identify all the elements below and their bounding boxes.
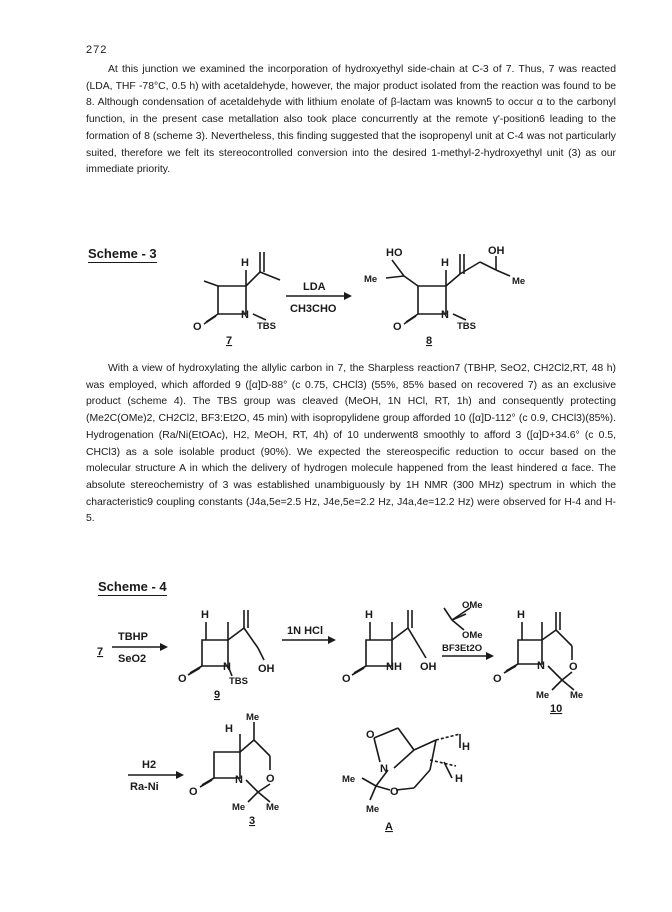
c3-n: N — [235, 774, 243, 786]
scheme4-arrow-1 — [112, 631, 168, 665]
a-h2: H — [455, 773, 463, 785]
c3-me2: Me — [266, 802, 280, 813]
scheme4-arrow-2 — [282, 625, 336, 644]
c10-me1: Me — [536, 690, 550, 701]
scheme4-arrow-4 — [128, 759, 184, 793]
arrow1-seo2: SeO2 — [118, 653, 147, 665]
reagent-ome-bottom: OMe — [462, 630, 483, 641]
c8-h: H — [441, 257, 449, 269]
c7-h: H — [241, 257, 249, 269]
c9-h: H — [201, 609, 209, 621]
int-o: O — [342, 673, 351, 685]
a-me2: Me — [366, 804, 380, 815]
c7-number: 7 — [226, 335, 233, 347]
c9-o: O — [178, 673, 187, 685]
compound-intermediate — [342, 609, 437, 685]
c7-n: N — [241, 309, 249, 321]
page-number: 272 — [86, 44, 108, 56]
arrow4-ra-ni: Ra-Ni — [130, 781, 159, 793]
reagent-ome-top: OMe — [462, 600, 483, 611]
scheme3-reagent-lda: LDA — [303, 281, 326, 293]
a-h1: H — [462, 741, 470, 753]
a-n: N — [380, 763, 388, 775]
arrow2-hcl: 1N HCl — [287, 625, 324, 637]
c10-number: 10 — [550, 703, 563, 715]
compound-7 — [193, 252, 280, 347]
scheme3-arrow — [286, 281, 352, 315]
c3-o-carbonyl: O — [189, 786, 198, 798]
c3-number: 3 — [249, 815, 256, 827]
structure-a — [342, 728, 470, 833]
c9-number: 9 — [214, 689, 221, 701]
c10-o-ring: O — [569, 661, 578, 673]
c8-o: O — [393, 321, 402, 333]
compound-10 — [493, 609, 583, 715]
c8-number: 8 — [426, 335, 433, 347]
c3-o-ring: O — [266, 773, 275, 785]
c9-tbs: TBS — [229, 676, 248, 687]
arrow3-bf3: BF3Et2O — [442, 643, 483, 654]
int-oh: OH — [420, 661, 437, 673]
c10-h: H — [517, 609, 525, 621]
c10-o-carbonyl: O — [493, 673, 502, 685]
c3-h: H — [225, 723, 233, 735]
c7-o: O — [193, 321, 202, 333]
c10-me2: Me — [570, 690, 584, 701]
c8-ho: HO — [386, 247, 403, 259]
c8-tbs: TBS — [457, 321, 476, 332]
c8-n: N — [441, 309, 449, 321]
c9-n: N — [223, 661, 231, 673]
c8-me-right: Me — [512, 276, 526, 287]
c8-oh: OH — [488, 245, 505, 257]
c10-n: N — [537, 660, 545, 672]
scheme4-arrow-3 — [442, 600, 494, 660]
scheme4-start-7: 7 — [97, 646, 104, 658]
compound-8 — [364, 245, 525, 347]
compound-3 — [189, 712, 279, 827]
a-label: A — [385, 821, 393, 833]
arrow4-h2: H2 — [142, 759, 157, 771]
scheme-4-title: Scheme - 4 — [98, 579, 167, 594]
compound-9 — [178, 609, 275, 701]
paragraph-2: With a view of hydroxylating the allylic carbon in 7, the Sharpless reaction7 (TBHP, SeO2, CH2Cl2,RT, 48 h) was employed, which afforded 9 ([α]D-88° (c 0.75, CHCl3) (55%, 85% based on recovered 7) as an exclusive product (scheme 4). The TBS group was cleaved (MeOH, 1N HCl, RT, 1h) and consequently protecting (Me2C(OMe)2, CH2Cl2, BF3:Et2O, 45 min) with isopropylidene group afforded 10 ([α]D-112° (c 0.9, CHCl3)(85%). Hydrogenation (Ra/Ni(EtOAc), H2, MeOH, RT, 4h) of 10 underwent8 smoothly to afford 3 ([α]D+34.6° (c 0.5, CHCl3) as a sole isolable product (90%). We expected the stereospecific reduction to occur based on the molecular structure A in which the delivery of hydrogen molecule happened from the least hindered α face. The absolute stereochemistry of 3 was established unambiguously by 1H NMR (300 MHz) spectrum in which the characteristic9 coupling constants (J4a,5e=2.5 Hz, J4e,5e=2.2 Hz, J4a,4e=12.2 Hz) were observed for H-4 and H-5. — [86, 363, 616, 525]
arrow1-tbhp: TBHP — [118, 631, 148, 643]
paragraph-1: At this junction we examined the incorporation of hydroxyethyl side-chain at C-3 of 7. Thus, 7 was reacted (LDA, THF -78°C, 0.5 h) with acetaldehyde, however, the major product isolated from the reaction was found to be 8. Although condensation of acetaldehyde with lithium enolate of β-lactam was known5 to occur α to the carbonyl function, in the present case metallation also took place concurrently at the remote γ'-position6 leading to the formation of 8 (scheme 3). Nevertheless, this finding suggested that the isopropenyl unit at C-4 was not particularly suited, therefore we felt its stereocontrolled conversion into the desired 1-methyl-2-hydroxyethyl unit (3) as our immediate priority. — [86, 64, 616, 176]
a-o-ring: O — [390, 786, 399, 798]
scheme-3-title: Scheme - 3 — [88, 246, 157, 261]
c7-tbs: TBS — [257, 321, 276, 332]
c3-me-top: Me — [246, 712, 260, 723]
c9-oh: OH — [258, 663, 275, 675]
a-o-carbonyl: O — [366, 729, 375, 741]
int-nh: NH — [386, 661, 402, 673]
scheme3-reagent-ch3cho: CH3CHO — [290, 303, 337, 315]
int-h: H — [365, 609, 373, 621]
c3-me1: Me — [232, 802, 246, 813]
c8-me-left: Me — [364, 274, 378, 285]
a-me1: Me — [342, 774, 356, 785]
